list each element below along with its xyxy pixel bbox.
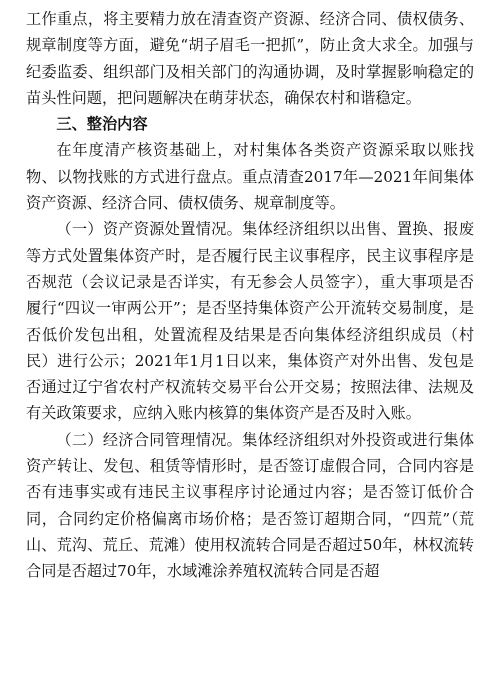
paragraph-assets: （一）资产资源处置情况。集体经济组织以出售、置换、报废等方式处置集体资产时，是否履行民主议事程序，民主议事程序是否规范（会议记录是否详实，有无参会人员签字），重大事项是否履行“四议一审两公开”；是否坚持集体资产公开流转交易制度，是否低价发包出租，处置流程及结果是否向集体经济组织成员（村民）进行公示；2021年1月1日以来，集体资产对外出售、发包是否通过辽宁省农村产权流转交易平台公开交易；按照法律、法规及有关政策要求，应纳入账内核算的集体资产是否及时入账。	[26, 220, 474, 423]
paragraph-continued: 工作重点，将主要精力放在清查资产资源、经济合同、债权债务、规章制度等方面，避免“胡子眉毛一把抓”，防止贪大求全。加强与纪委监委、组织部门及相关部门的沟通协调，及时掌握影响稳定的苗头性问题，把问题解决在萌芽状态，确保农村和谐稳定。	[26, 10, 474, 107]
paragraph-intro: 在年度清产核资基础上，对村集体各类资产资源采取以账找物、以物找账的方式进行盘点。重点清查2017年—2021年间集体资产资源、经济合同、债权债务、规章制度等。	[26, 141, 474, 213]
section-heading: 三、整治内容	[56, 115, 148, 134]
paragraph-contracts: （二）经济合同管理情况。集体经济组织对外投资或进行集体资产转让、发包、租赁等情形时，是否签订虚假合同，合同内容是否有违事实或有违民主议事程序讨论通过内容；是否签订低价合同，合同约定价格偏离市场价格；是否签订超期合同，“四荒”（荒山、荒沟、荒丘、荒滩）使用权流转合同是否超过50年，林权流转合同是否超过70年，水域滩涂养殖权流转合同是否超	[26, 430, 474, 581]
